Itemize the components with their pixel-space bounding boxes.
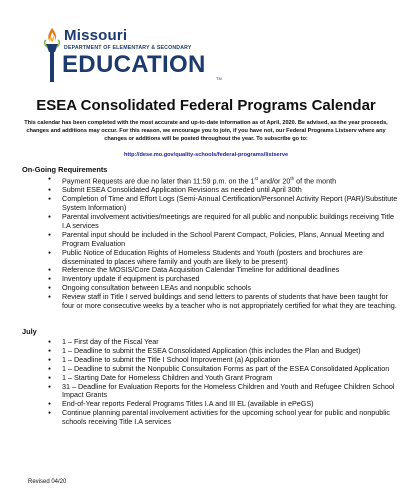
list-item: ● Continue planning parental involvement activities for the upcoming school year for public and nonpublic schools receiving Title I.A services [48, 409, 398, 427]
logo-education-wordmark: EDUCATION [62, 51, 206, 78]
list-item: ● Ongoing consultation between LEAs and nonpublic schools [48, 284, 398, 293]
list-item: ● Completion of Time and Effort Logs (Semi-Annual Certification/Personnel Activity Report (PAR)/Substitute System Information) [48, 195, 398, 213]
dese-logo [42, 24, 232, 88]
list-item: ● Parental input should be included in the School Parent Compact, Policies, Plans, Annual Meeting and Program Evaluation [48, 231, 398, 249]
torch-icon [42, 26, 62, 86]
list-item: ● Reference the MOSIS/Core Data Acquisition Calendar Timeline for additional deadlines [48, 266, 398, 275]
revision-date: Revised 04/20 [28, 479, 67, 485]
july-heading: July [22, 327, 37, 336]
list-item: ● Parental involvement activities/meetings are required for all public and nonpublic buildings receiving Title I.A services [48, 213, 398, 231]
ongoing-requirements-heading: On-Going Requirements [22, 165, 108, 174]
logo-department-name: DEPARTMENT OF ELEMENTARY & SECONDARY [64, 45, 192, 51]
list-item: ● Inventory update if equipment is purchased [48, 275, 398, 284]
list-item: ● 1 – Starting Date for Homeless Children and Youth Grant Program [48, 374, 398, 383]
listserv-link[interactable]: http://dese.mo.gov/quality-schools/federal-programs/listserve [123, 152, 289, 158]
list-item: ● Review staff in Title I served buildings and send letters to parents of students that have been taught for four or more consecutive weeks by a teacher who is not appropriately certified for what they are teaching. [48, 293, 398, 311]
list-item: ● Public Notice of Education Rights of Homeless Students and Youth (posters and brochures are disseminated to places where family and youth are likely to be present) [48, 249, 398, 267]
logo-state-name: Missouri [64, 27, 128, 44]
list-item: ● 1 – Deadline to submit the Title I School Improvement (a) Application [48, 356, 398, 365]
ongoing-requirements-list [48, 175, 398, 311]
list-item: ● 1 – Deadline to submit the ESEA Consolidated Application (this includes the Plan and Budget) [48, 347, 398, 356]
page-title: ESEA Consolidated Federal Programs Calendar [36, 97, 376, 114]
intro-paragraph: This calendar has been completed with the most accurate and up-to-date information as of April, 2020. Be advised, as the year proceeds, changes and additions may occur. For this reason, we encourage you to join, if you have not, our Federal Programs Listserv where any changes or additions will be posted throughout the year. To subscribe go to: [24, 120, 388, 142]
list-item: ● 1 – First day of the Fiscal Year [48, 338, 398, 347]
list-item: ● 1 – Deadline to submit the Nonpublic Consultation Forms as part of the ESEA Consolidated Application [48, 365, 398, 374]
list-item: ● End-of-Year reports Federal Programs Titles I.A and III EL (available in ePeGS) [48, 400, 398, 409]
list-item: ● Payment Requests are due no later than 11:59 p.m. on the 1st and/or 20th of the month [48, 175, 398, 186]
list-item: ● Submit ESEA Consolidated Application Revisions as needed until April 30th [48, 186, 398, 195]
logo-trademark: TM [216, 76, 222, 81]
july-list [48, 338, 398, 427]
list-item: ● 31 – Deadline for Evaluation Reports for the Homeless Children and Youth and Refugee Children School Impact Grants [48, 383, 398, 401]
